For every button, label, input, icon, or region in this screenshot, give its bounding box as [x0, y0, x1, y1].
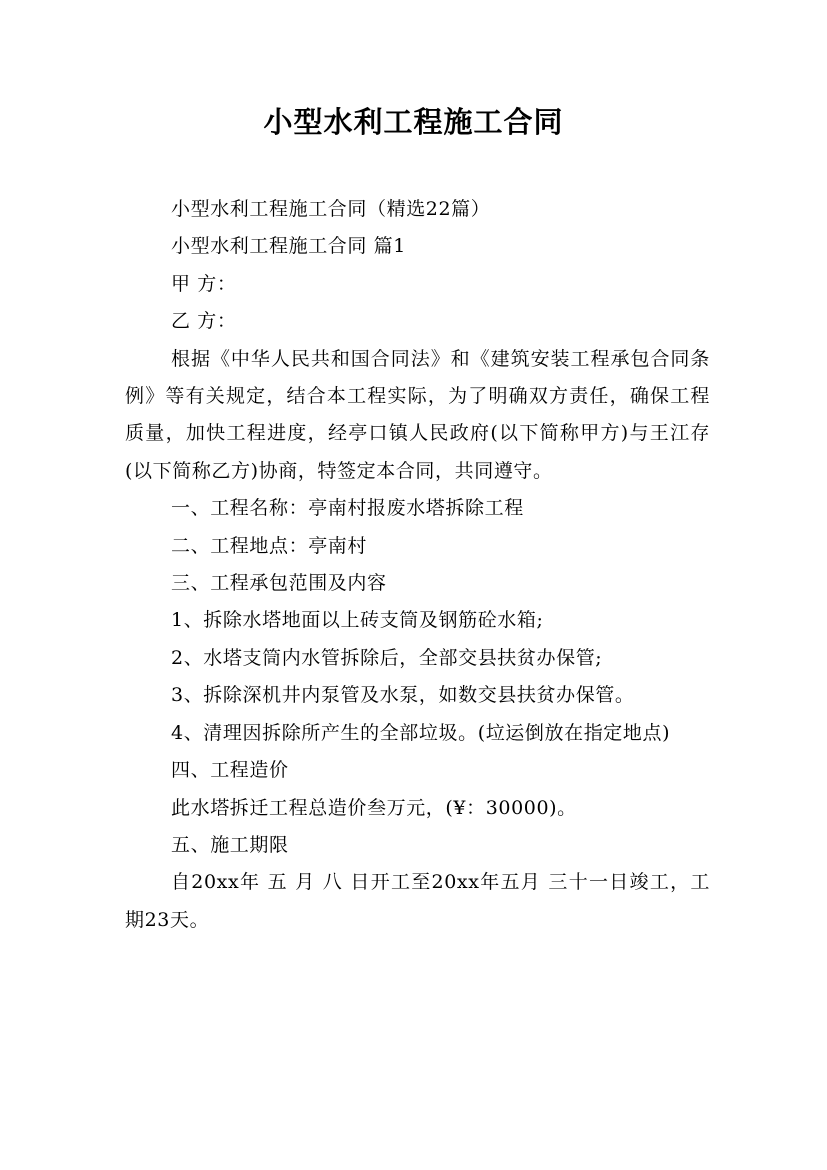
paragraph-period-heading: 五、施工期限 — [171, 833, 289, 856]
paragraph-period-detail: 自20xx年 五 月 八 日开工至20xx年五月 三十一日竣工，工期23天。 — [125, 871, 710, 931]
paragraph-preamble: 根据《中华人民共和国合同法》和《建筑安装工程承包合同条例》等有关规定，结合本工程实际，为了明确双方责任，确保工程质量，加快工程进度，经亭口镇人民政府(以下简称甲方)与王江存(以下简称乙方)协商，特签定本合同，共同遵守。 — [125, 347, 710, 482]
paragraph-subtitle: 小型水利工程施工合同（精选22篇） — [171, 198, 491, 220]
paragraph-party-b: 乙 方： — [171, 310, 237, 333]
paragraph-section-heading: 小型水利工程施工合同 篇1 — [171, 235, 406, 258]
paragraph-cost-detail: 此水塔拆迁工程总造价叁万元，(¥：30000)。 — [171, 796, 577, 819]
paragraph-scope-item-4: 4、清理因拆除所产生的全部垃圾。(垃运倒放在指定地点) — [171, 721, 671, 744]
paragraph-scope-item-1: 1、拆除水塔地面以上砖支筒及钢筋砼水箱; — [171, 609, 544, 632]
paragraph-party-a: 甲 方： — [171, 272, 237, 295]
paragraph-scope-item-2: 2、水塔支筒内水管拆除后，全部交县扶贫办保管; — [171, 646, 603, 669]
paragraph-cost-heading: 四、工程造价 — [171, 759, 289, 782]
paragraph-project-name: 一、工程名称：亭南村报废水塔拆除工程 — [171, 497, 524, 520]
paragraph-project-location: 二、工程地点：亭南村 — [171, 534, 368, 557]
document-title: 小型水利工程施工合同 — [263, 105, 564, 139]
document-body — [125, 191, 710, 939]
paragraph-scope-item-3: 3、拆除深机井内泵管及水泵，如数交县扶贫办保管。 — [171, 684, 635, 707]
paragraph-scope-heading: 三、工程承包范围及内容 — [171, 572, 387, 595]
